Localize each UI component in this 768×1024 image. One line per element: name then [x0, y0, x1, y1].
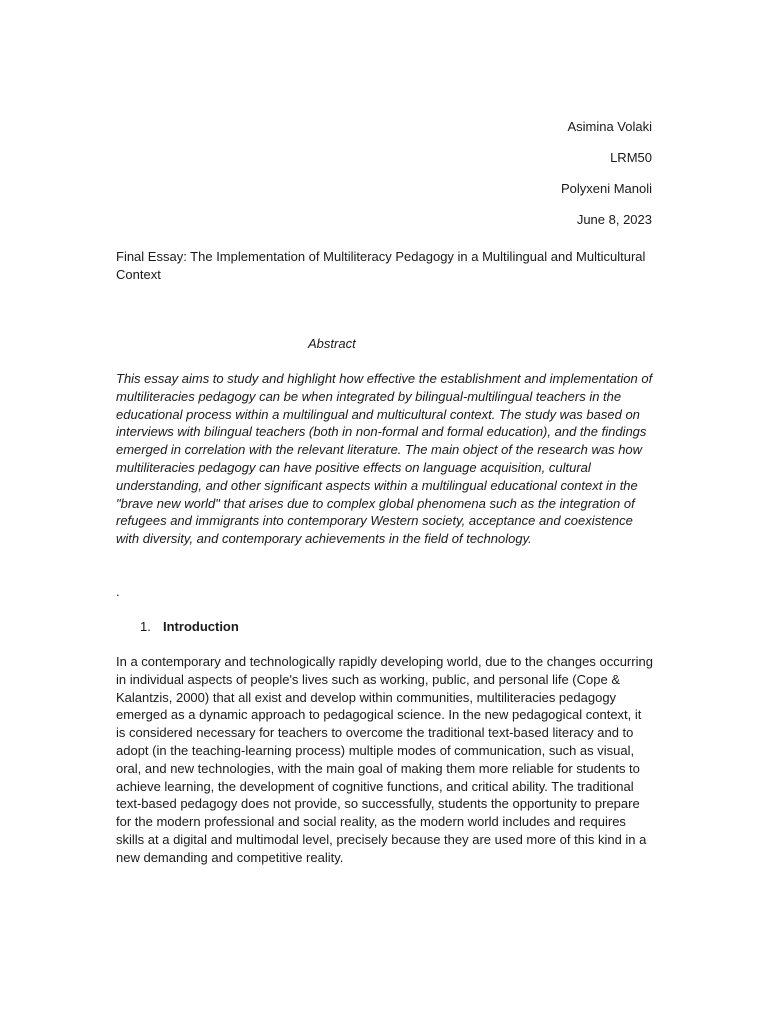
section-heading-introduction [140, 618, 239, 635]
instructor-name: Polyxeni Manoli [560, 181, 652, 196]
abstract-body: This essay aims to study and highlight how effective the establishment and implementation of multiliteracies pedagogy can be when integrated by bilingual-multilingual teachers in the educational process within a multilingual and multicultural context. The study was based on interviews with bilingual teachers (both in non-formal and formal education), and the findings emerged in correlation with the relevant literature. The main object of the research was how multiliteracies pedagogy can have positive effects on language acquisition, cultural understanding, and other significant aspects within a multilingual educational context in the "brave new world" that arises due to complex global phenomena such as the integration of refugees and immigrants into contemporary Western society, acceptance and coexistence with diversity, and contemporary achievements in the field of technology. [116, 371, 653, 547]
introduction-body: In a contemporary and technologically rapidly developing world, due to the changes occurring in individual aspects of people's lives such as working, public, and personal life (Cope & Kalantzis, 2000) that all exist and develop within communities, multiliteracies pedagogy emerged as a dynamic approach to pedagogical science. In the new pedagogical context, it is considered necessary for teachers to overcome the traditional text-based literacy and to adopt (in the teaching-learning process) multiple modes of communication, such as visual, oral, and new technologies, with the main goal of making them more reliable for students to achieve learning, the development of cognitive functions, and critical ability. The traditional text-based pedagogy does not provide, so successfully, students the opportunity to prepare for the modern professional and social reality, as the modern world includes and requires skills at a digital and multimodal level, precisely because they are used more of this kind in a new demanding and competitive reality. [116, 654, 653, 865]
abstract-heading: Abstract [308, 336, 356, 351]
separator-dot: . [116, 584, 120, 599]
section-number: 1. [140, 619, 151, 634]
essay-date: June 8, 2023 [576, 212, 652, 227]
author-name: Asimina Volaki [567, 119, 652, 134]
section-title: Introduction [163, 619, 239, 634]
course-code: LRM50 [610, 150, 652, 165]
essay-title: Final Essay: The Implementation of Multiliteracy Pedagogy in a Multilingual and Multicultural Context [116, 249, 646, 282]
